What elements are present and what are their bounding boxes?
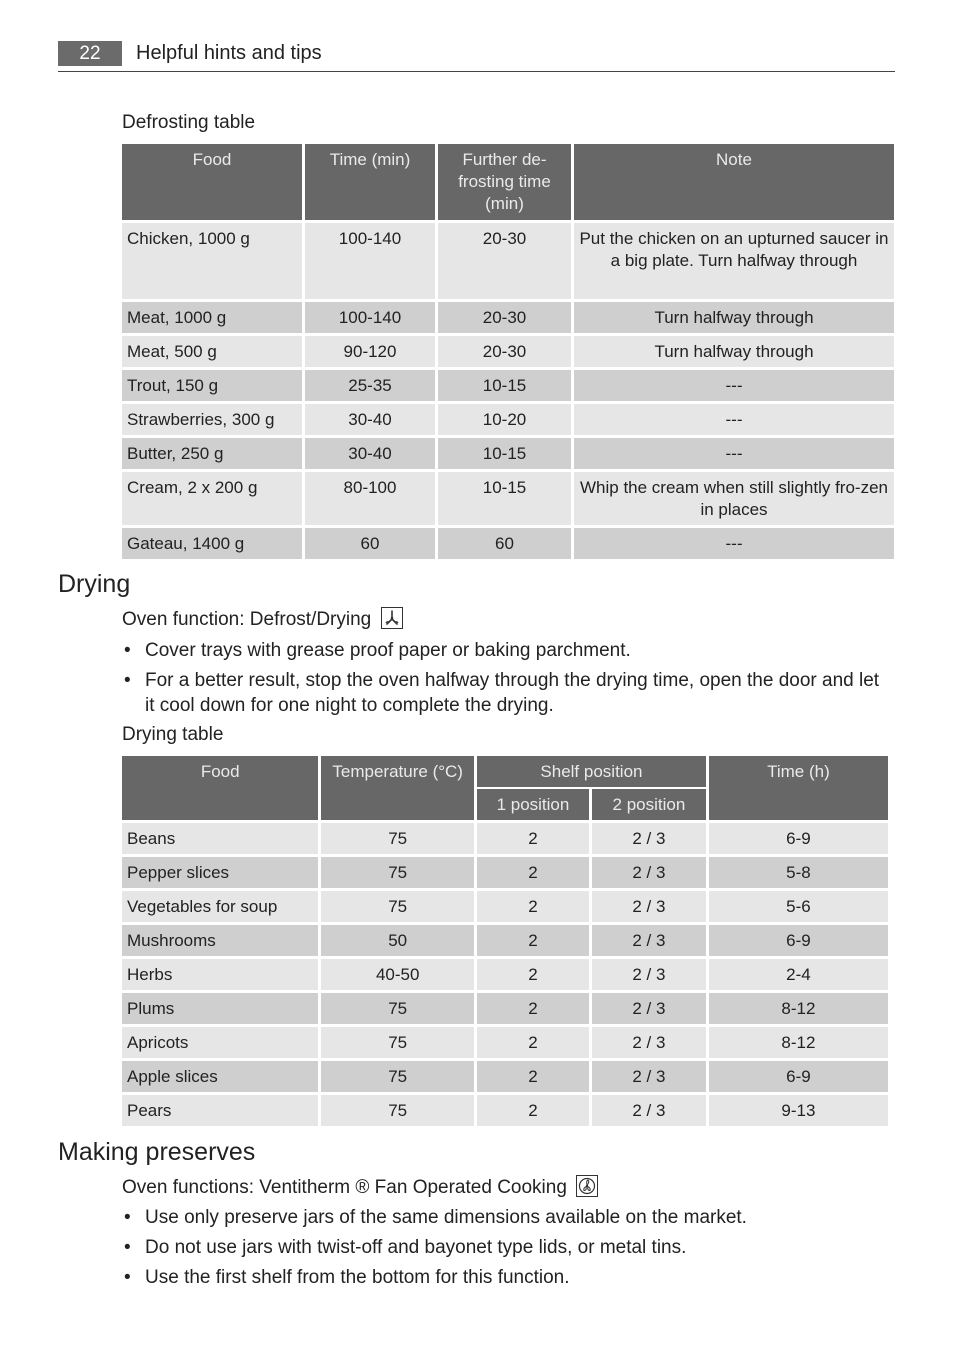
table-row [122,220,894,299]
drying-title: Drying [58,570,131,598]
preserves-bullet [122,1265,892,1290]
bullet-dot: • [124,1207,131,1228]
table-cell: --- [574,367,894,401]
defrost-drying-icon [381,607,403,629]
table-row [122,1058,888,1092]
drying-bullet [122,668,892,718]
table-cell: 30-40 [305,435,435,469]
defrost-col-food: Food [122,144,302,220]
table-cell: 2 [477,1024,589,1058]
table-row [122,1024,888,1058]
table-cell: 100-140 [305,299,435,333]
defrost-col-further: Further de-frosting time (min) [438,144,571,220]
table-cell: 75 [321,820,474,854]
table-cell: Chicken, 1000 g [122,220,302,299]
table-cell: Whip the cream when still slightly fro-zen in places [574,469,894,525]
drying-col-temperature: Temperature (°C) [321,756,474,820]
table-cell: Put the chicken on an upturned saucer in a big plate. Turn halfway through [574,220,894,299]
bullet-dot: • [124,640,131,661]
drying-bullet-text: For a better result, stop the oven halfway through the drying time, open the door and let it cool down for one night to complete the drying. [145,670,880,716]
preserves-bullet-text: Do not use jars with twist-off and bayonet type lids, or metal tins. [145,1237,687,1258]
preserves-oven-function-text: Oven functions: Ventitherm ® Fan Operated Cooking [122,1177,567,1198]
table-cell: 2 / 3 [592,1024,706,1058]
drying-oven-function [122,607,403,631]
table-cell: Meat, 500 g [122,333,302,367]
table-cell: 2 / 3 [592,922,706,956]
table-cell: 2 [477,922,589,956]
table-cell: --- [574,435,894,469]
table-cell: 75 [321,990,474,1024]
table-cell: 6-9 [709,1058,888,1092]
table-cell: 2 / 3 [592,854,706,888]
table-cell: 75 [321,1024,474,1058]
drying-col-shelf-1: 1 position [477,787,589,820]
table-cell: Beans [122,820,318,854]
table-row [122,990,888,1024]
table-cell: Turn halfway through [574,299,894,333]
table-cell: 9-13 [709,1092,888,1126]
fan-operated-cooking-icon [576,1175,598,1197]
table-cell: Turn halfway through [574,333,894,367]
table-cell: 2 / 3 [592,1092,706,1126]
table-cell: 2 [477,956,589,990]
table-cell: 90-120 [305,333,435,367]
preserves-bullet [122,1205,892,1230]
table-cell: 2 [477,854,589,888]
table-cell: 10-20 [438,401,571,435]
table-cell: 40-50 [321,956,474,990]
drying-bullet-text: Cover trays with grease proof paper or baking parchment. [145,640,631,661]
preserves-oven-function [122,1175,598,1199]
table-cell: 10-15 [438,435,571,469]
table-cell: 2 / 3 [592,990,706,1024]
table-cell: 6-9 [709,922,888,956]
table-row [122,820,888,854]
table-cell: 2 [477,820,589,854]
table-cell: Pears [122,1092,318,1126]
table-cell: 20-30 [438,299,571,333]
table-row [122,922,888,956]
page-header [58,40,895,72]
table-row [122,888,888,922]
drying-col-shelf: Shelf position [477,756,706,787]
table-cell: 2 [477,1058,589,1092]
table-cell: 2 [477,1092,589,1126]
table-cell: Vegetables for soup [122,888,318,922]
table-cell: Strawberries, 300 g [122,401,302,435]
preserves-bullet [122,1235,892,1260]
defrost-col-note: Note [574,144,894,220]
table-cell: 80-100 [305,469,435,525]
table-cell: 20-30 [438,333,571,367]
drying-col-time: Time (h) [709,756,888,820]
table-cell: 25-35 [305,367,435,401]
table-row [122,1092,888,1126]
table-cell: Cream, 2 x 200 g [122,469,302,525]
table-cell: 2 / 3 [592,1058,706,1092]
table-cell: 2-4 [709,956,888,990]
table-cell: 2 [477,888,589,922]
preserves-bullet-text: Use only preserve jars of the same dimensions available on the market. [145,1207,747,1228]
preserves-title: Making preserves [58,1138,256,1166]
table-cell: 10-15 [438,469,571,525]
table-cell: Apricots [122,1024,318,1058]
table-row [122,469,894,525]
table-cell: Pepper slices [122,854,318,888]
table-cell: 75 [321,854,474,888]
table-cell: 2 / 3 [592,820,706,854]
table-cell: 5-8 [709,854,888,888]
table-cell: Meat, 1000 g [122,299,302,333]
table-cell: Herbs [122,956,318,990]
table-cell: 6-9 [709,820,888,854]
defrost-table-caption: Defrosting table [122,112,256,133]
defrost-table [119,144,897,559]
table-cell: 2 / 3 [592,956,706,990]
table-cell: 50 [321,922,474,956]
bullet-dot: • [124,1237,131,1258]
drying-col-food: Food [122,756,318,820]
table-cell: 30-40 [305,401,435,435]
table-row [122,401,894,435]
table-cell: --- [574,525,894,559]
table-cell: 75 [321,1092,474,1126]
table-cell: Plums [122,990,318,1024]
table-cell: Mushrooms [122,922,318,956]
table-cell: Gateau, 1400 g [122,525,302,559]
drying-table [119,756,891,1126]
table-cell: 60 [438,525,571,559]
preserves-bullet-text: Use the first shelf from the bottom for this function. [145,1267,570,1288]
defrost-col-time: Time (min) [305,144,435,220]
bullet-dot: • [124,1267,131,1288]
table-cell: 2 [477,990,589,1024]
table-cell: 20-30 [438,220,571,299]
table-cell: 75 [321,888,474,922]
table-cell: 5-6 [709,888,888,922]
table-cell: 2 / 3 [592,888,706,922]
header-title: Helpful hints and tips [136,42,322,64]
bullet-dot: • [124,670,131,691]
table-cell: 60 [305,525,435,559]
table-cell: Trout, 150 g [122,367,302,401]
table-row [122,435,894,469]
drying-table-caption: Drying table [122,724,224,745]
table-cell: --- [574,401,894,435]
table-row [122,854,888,888]
drying-oven-function-text: Oven function: Defrost/Drying [122,609,372,630]
table-cell: 75 [321,1058,474,1092]
table-cell: Butter, 250 g [122,435,302,469]
drying-bullet [122,638,892,663]
table-row [122,956,888,990]
table-cell: 8-12 [709,990,888,1024]
table-row [122,525,894,559]
table-cell: 100-140 [305,220,435,299]
table-row [122,333,894,367]
table-row [122,299,894,333]
table-cell: 10-15 [438,367,571,401]
page-number: 22 [58,41,122,66]
table-row [122,367,894,401]
table-cell: Apple slices [122,1058,318,1092]
drying-col-shelf-2: 2 position [592,787,706,820]
table-cell: 8-12 [709,1024,888,1058]
